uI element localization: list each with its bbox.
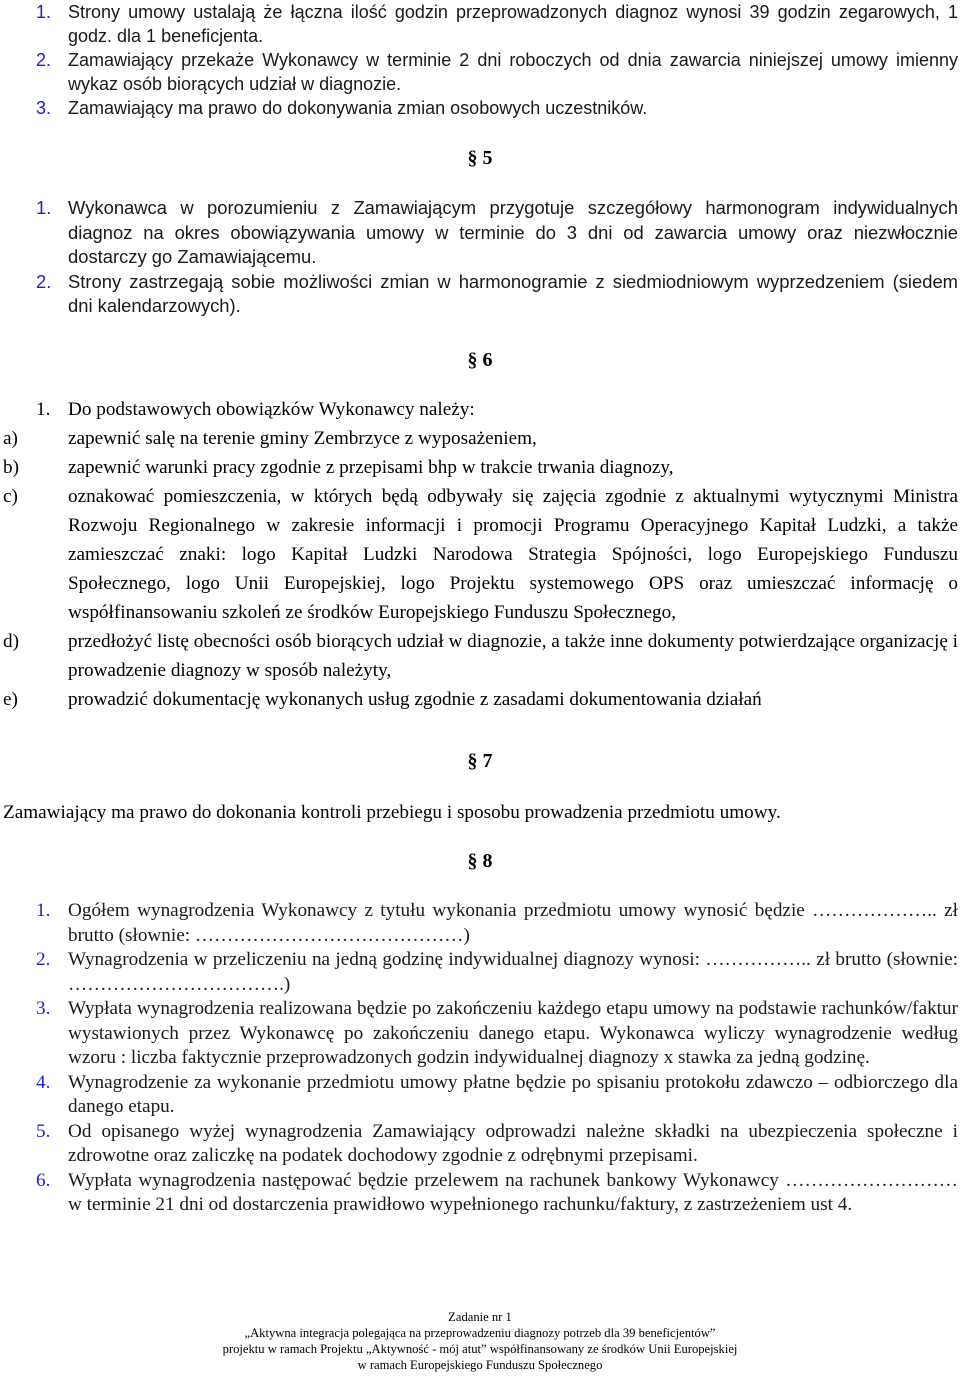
list-number: 1.: [36, 197, 52, 218]
list-text: Do podstawowych obowiązków Wykonawcy należy:: [68, 399, 475, 420]
section-5-heading: § 5: [467, 147, 493, 169]
list-item: [0, 395, 960, 424]
list-text: Wykonawca w porozumieniu z Zamawiającym przygotuje szczegółowy harmonogram indywidualnych diagnoz na okres obowiązywania umowy w terminie do 3 dni od zawarcia umowy oraz niezwłocznie dostarczy go Zamawiającemu.: [68, 197, 958, 267]
list-text: Wypłata wynagrodzenia następować będzie przelewem na rachunek bankowy Wykonawcy ……………………… w terminie 21 dni od dostarczenia prawidłowo wypełnionego rachunku/faktury, z zastrzeżeniem ust 4.: [68, 1169, 958, 1215]
footer-fund: w ramach Europejskiego Funduszu Społecznego: [357, 1358, 603, 1372]
list-number: 1.: [36, 900, 51, 921]
list-item: [0, 453, 960, 482]
list-item: [0, 685, 960, 714]
footer-project: projektu w ramach Projektu „Aktywność - mój atut” współfinansowany ze środków Unii Europejskiej: [222, 1342, 738, 1356]
list-item: [0, 627, 960, 685]
list-letter: c): [3, 486, 18, 507]
list-number: 3.: [36, 98, 52, 118]
list-text: Od opisanego wyżej wynagrodzenia Zamawiający odprowadzi należne składki na ubezpieczenia społeczne i zdrowotne oraz zaliczkę na podatek dochodowy zgodnie z odrębnymi przepisami.: [68, 1120, 958, 1166]
list-number: 3.: [36, 998, 51, 1019]
list-item: [0, 1169, 960, 1218]
list-item: [0, 48, 960, 96]
list-item: [0, 0, 960, 48]
list-letter: b): [3, 457, 19, 478]
list-text: oznakować pomieszczenia, w których będą odbywały się zajęcia zgodnie z aktualnymi wytycznymi Ministra Rozwoju Regionalnego w zakresie informacji i promocji Programu Operacyjnego Kapitał Ludzki, a także zamieszczać znaki: logo Kapitał Ludzki Narodowa Strategia Spójności, logo Europejskiego Funduszu Społecznego, logo Unii Europejskiej, logo Projektu systemowego OPS oraz umieszczać informację o współfinansowaniu szkoleń ze środków Europejskiego Funduszu Społecznego,: [68, 486, 958, 623]
list-item: [0, 997, 960, 1071]
list-letter: e): [3, 689, 18, 710]
list-text: zapewnić salę na terenie gminy Zembrzyce z wyposażeniem,: [68, 428, 537, 449]
list-item: [0, 96, 960, 120]
section-8-list: [0, 899, 960, 1218]
section-4-list: [0, 0, 960, 120]
section-7-text: Zamawiający ma prawo do dokonania kontroli przebiegu i sposobu prowadzenia przedmiotu umowy.: [3, 802, 781, 823]
list-number: 1.: [36, 2, 52, 22]
list-item: [0, 424, 960, 453]
list-text: Strony zastrzegają sobie możliwości zmian w harmonogramie z siedmiodniowym wyprzedzeniem (siedem dni kalendarzowych).: [68, 270, 958, 316]
list-letter: a): [3, 428, 18, 449]
list-text: Zamawiający przekaże Wykonawcy w terminie 2 dni roboczych od dnia zawarcia niniejszej umowy imienny wykaz osób biorących udział w diagnozie.: [68, 50, 958, 94]
list-text: Wypłata wynagrodzenia realizowana będzie po zakończeniu każdego etapu umowy na podstawie rachunków/faktur wystawionych przez Wykonawcę po zakończeniu danego etapu. Wykonawca wyliczy wynagrodzenie według wzoru : liczba faktycznie przeprowadzonych godzin indywidualnej diagnozy x stawka za jedną godzinę.: [68, 998, 958, 1068]
list-text: Strony umowy ustalają że łączna ilość godzin przeprowadzonych diagnoz wynosi 39 godzin zegarowych, 1 godz. dla 1 beneficjenta.: [68, 2, 958, 46]
list-number: 4.: [36, 1071, 51, 1093]
list-number: 5.: [36, 1120, 51, 1142]
footer-task: Zadanie nr 1: [448, 1310, 512, 1324]
list-letter: d): [3, 631, 19, 652]
list-text: Zamawiający ma prawo do dokonywania zmian osobowych uczestników.: [68, 98, 648, 118]
list-text: prowadzić dokumentację wykonanych usług zgodnie z zasadami dokumentowania działań: [68, 689, 762, 710]
list-number: 2.: [36, 50, 52, 70]
list-number: 6.: [36, 1169, 51, 1191]
list-text: przedłożyć listę obecności osób biorących udział w diagnozie, a także inne dokumenty potwierdzające organizację i prowadzenie diagnozy w sposób należyty,: [68, 631, 958, 681]
section-6-list: [0, 395, 960, 714]
list-text: zapewnić warunki pracy zgodnie z przepisami bhp w trakcie trwania diagnozy,: [68, 457, 674, 478]
list-item: [0, 270, 960, 319]
list-item: [0, 899, 960, 948]
list-item: [0, 1071, 960, 1120]
list-number: 2.: [36, 270, 52, 292]
section-6-heading: § 6: [467, 349, 493, 371]
list-text: Wynagrodzenia w przeliczeniu na jedną godzinę indywidualnej diagnozy wynosi: …………….. zł brutto (słownie: …………………………….): [68, 949, 958, 995]
section-8-heading: § 8: [467, 850, 493, 872]
footer-task-title: „Aktywna integracja polegająca na przeprowadzeniu diagnozy potrzeb dla 39 beneficjentów”: [244, 1326, 716, 1340]
list-number: 1.: [36, 399, 51, 420]
list-item: [0, 196, 960, 270]
list-text: Ogółem wynagrodzenia Wykonawcy z tytułu wykonania przedmiotu umowy wynosić będzie ……………….. zł brutto (słownie: ……………………………………): [68, 900, 958, 946]
list-item: [0, 482, 960, 627]
list-number: 2.: [36, 949, 51, 970]
list-text: Wynagrodzenie za wykonanie przedmiotu umowy płatne będzie po spisaniu protokołu zdawczo – odbiorczego dla danego etapu.: [68, 1071, 958, 1117]
section-5-list: [0, 196, 960, 319]
list-item: [0, 948, 960, 997]
section-7-heading: § 7: [467, 750, 493, 772]
list-item: [0, 1120, 960, 1169]
page-footer: [0, 1309, 960, 1373]
